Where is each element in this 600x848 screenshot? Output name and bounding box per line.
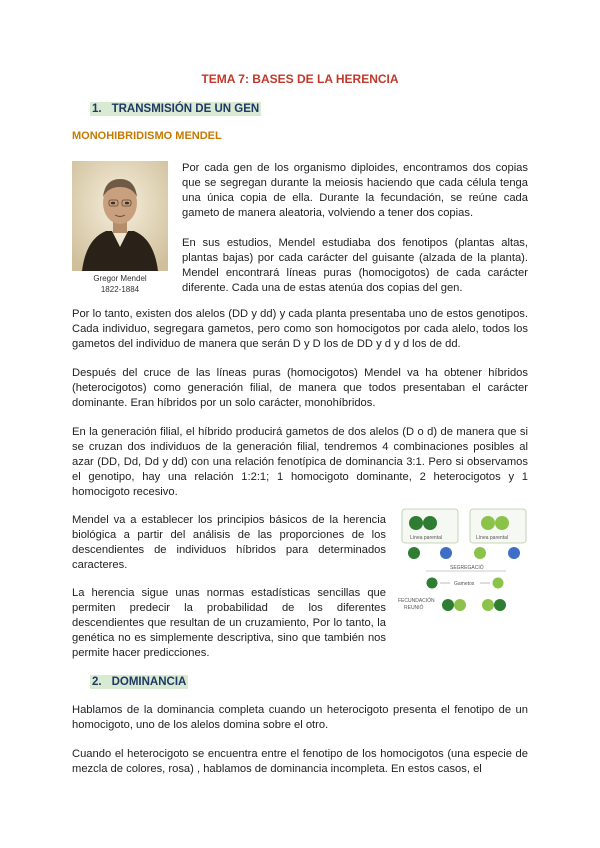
allele-dot-dark-green bbox=[423, 516, 437, 530]
paragraph-9: Cuando el heterocigoto se encuentra entre el fenotipo de los homocigotos (una especie de mezcla de colores, rosa) , hablamos de dominancia incompleta. En estos casos, el bbox=[72, 748, 528, 775]
allele-dot-blue bbox=[440, 547, 452, 559]
section-1-heading bbox=[90, 103, 261, 115]
gamete-dot-dark-green bbox=[427, 578, 438, 589]
section-2-title: DOMINANCIA bbox=[111, 676, 187, 688]
offspring-dot-light-green bbox=[482, 599, 494, 611]
paragraph-6: Mendel va a establecer los principios básicos de la herencia biológica a partir del análisis de las proporciones de los descendientes de individuos híbridos para determinados caracteres. bbox=[72, 514, 386, 571]
allele-dot-dark-green bbox=[408, 547, 420, 559]
diagram-right-label: Línea parental bbox=[476, 535, 508, 541]
allele-dot-blue bbox=[508, 547, 520, 559]
diagram-reunion-label: REUNIÓ bbox=[404, 605, 424, 611]
allele-dot-light-green bbox=[474, 547, 486, 559]
allele-dot-dark-green bbox=[409, 516, 423, 530]
diagram-fecundation-label: FECUNDACIÓN bbox=[398, 598, 435, 604]
paragraph-4: Después del cruce de las líneas puras (homocigotos) Mendel va ha obtener híbridos (heterocigotos) como generación filial, de manera que todos presentaban el carácter dominante. Eran híbridos por un solo carácter, monohíbridos. bbox=[72, 367, 528, 409]
allele-dot-light-green bbox=[481, 516, 495, 530]
portrait-caption-name: Gregor Mendel bbox=[93, 274, 147, 283]
diagram-segregation-label: SEGREGACIÓ bbox=[450, 565, 484, 571]
mendel-portrait-image bbox=[72, 161, 168, 271]
mendel-portrait-figure bbox=[72, 161, 172, 295]
offspring-dot-dark-green bbox=[494, 599, 506, 611]
paragraph-8: Hablamos de la dominancia completa cuando un heterocigoto presenta el fenotipo de un homocigoto, uno de los alelos domina sobre el otro. bbox=[72, 704, 528, 731]
paragraph-7: La herencia sigue unas normas estadísticas sencillas que permiten predecir la probabilidad de los diferentes descendientes que resultan de un cruzamiento, Por lo tanto, la genética no es simplemente descriptiva, sino que también nos permite hacer predicciones. bbox=[72, 587, 386, 659]
offspring-dot-light-green bbox=[454, 599, 466, 611]
allele-dot-light-green bbox=[495, 516, 509, 530]
diagram-left-label: Línea parental bbox=[410, 535, 442, 541]
section-1-title: TRANSMISIÓN DE UN GEN bbox=[111, 103, 260, 115]
subsection-title: MONOHIBRIDISMO MENDEL bbox=[72, 130, 222, 142]
paragraph-intro-1: Por cada gen de los organismo diploides, encontramos dos copias que se segregan durante la meiosis haciendo que cada célula tenga una única copia de ella. Durante la fecundación, se reúne cada gameto de manera aleatoria, volviendo a tener dos copias. bbox=[182, 162, 528, 219]
document-title: TEMA 7: BASES DE LA HERENCIA bbox=[201, 72, 399, 86]
paragraph-intro-2: En sus estudios, Mendel estudiaba dos fenotipos (plantas altas, plantas bajas) por cada carácter del guisante (alzada de la planta). Mendel encontrará líneas puras (homocigotos) de cada carácter diferente. Cada una de estas atenúa dos copias del gen. bbox=[182, 237, 528, 294]
paragraph-3: Por lo tanto, existen dos alelos (DD y dd) y cada planta presentaba uno de estos genotipos. Cada individuo, segregara gametos, pero como son homocigotos por cada alelo, todos los gametos del individuo de manera que serán D y D los de DD y d y d los de dd. bbox=[72, 308, 528, 350]
segregation-diagram bbox=[396, 505, 532, 623]
offspring-dot-dark-green bbox=[442, 599, 454, 611]
paragraph-5: En la generación filial, el híbrido producirá gametos de dos alelos (D o d) de manera que si se cruzan dos individuos de la generación filial, tendremos 4 combinaciones posibles al azar (DD, Dd, Dd y dd) con una relación fenotípica de dominancia 3:1. Pero si observamos el genotipo, hay una relación 1:2:1; 1 homocigoto dominante, 2 heterocigotos y 1 homocigoto recesivo. bbox=[72, 426, 528, 498]
gamete-dot-light-green bbox=[493, 578, 504, 589]
diagram-gametes-label: Gametos bbox=[454, 581, 475, 587]
section-1-number: 1. bbox=[92, 103, 102, 115]
section-2-heading bbox=[90, 676, 188, 688]
portrait-caption-years: 1822-1884 bbox=[100, 285, 140, 294]
section-2-number: 2. bbox=[92, 676, 102, 688]
